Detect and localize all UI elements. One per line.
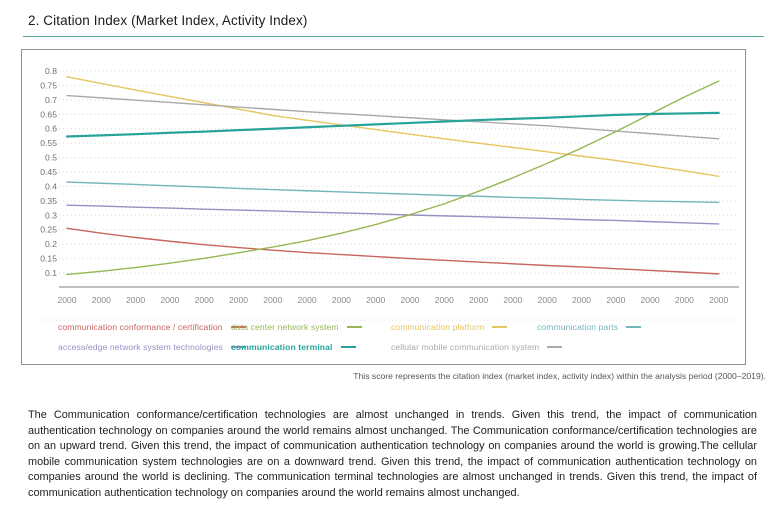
y-tick-label: 0.6 — [45, 123, 57, 134]
legend-item-communication-parts[interactable] — [537, 322, 641, 332]
legend-label: communication conformance / certification — [58, 322, 223, 332]
y-tick-label: 0.75 — [40, 80, 57, 91]
legend-label: communication platform — [391, 322, 485, 332]
y-tick-label: 0.4 — [45, 181, 57, 192]
x-tick-label: 2000 — [709, 295, 729, 305]
legend-label: data center network system — [231, 322, 339, 332]
y-tick-label: 0.8 — [45, 66, 57, 76]
x-tick-label: 2000 — [91, 295, 111, 305]
legend-line-swatch — [492, 326, 507, 328]
y-tick-label: 0.45 — [40, 167, 57, 177]
y-tick-label: 0.2 — [45, 239, 57, 250]
series-line-data-center-network-system — [67, 81, 719, 274]
y-tick-label: 0.25 — [40, 224, 57, 235]
x-tick-label: 2000 — [434, 295, 454, 305]
y-tick-label: 0.5 — [45, 152, 57, 163]
x-tick-label: 2000 — [674, 295, 694, 305]
legend-label: access/edge network system technologies — [58, 342, 223, 352]
series-line-communication-conformance-certification — [67, 228, 719, 274]
citation-index-chart — [21, 49, 746, 365]
chart-caption: This score represents the citation index (market index, activity index) within the analysis period (2000–2019). — [353, 371, 766, 381]
y-tick-label: 0.55 — [40, 138, 57, 149]
section-header — [23, 13, 764, 37]
legend-line-swatch — [547, 346, 562, 348]
series-line-communication-parts — [67, 182, 719, 202]
y-tick-label: 0.3 — [45, 210, 57, 221]
legend-item-data-center-network-system[interactable] — [231, 322, 362, 332]
x-tick-label: 2000 — [126, 295, 146, 305]
x-tick-label: 2000 — [503, 295, 523, 305]
x-tick-label: 2000 — [160, 295, 180, 305]
legend-line-swatch — [347, 326, 362, 328]
legend-item-access-edge-network-system-technologies[interactable] — [58, 342, 246, 352]
line-chart-plot — [22, 50, 744, 322]
x-tick-label: 2000 — [469, 295, 489, 305]
y-tick-label: 0.65 — [40, 109, 57, 120]
x-tick-label: 2000 — [606, 295, 626, 305]
x-tick-label: 2000 — [228, 295, 249, 305]
x-tick-label: 2000 — [366, 295, 386, 305]
x-tick-label: 2000 — [400, 295, 420, 305]
page-title: 2. Citation Index (Market Index, Activity Index) — [28, 13, 308, 28]
legend-item-communication-terminal[interactable] — [231, 342, 356, 352]
x-tick-label: 2000 — [331, 295, 351, 305]
y-tick-label: 0.35 — [40, 195, 57, 206]
legend-line-swatch — [626, 326, 641, 328]
legend-line-swatch — [341, 346, 356, 348]
legend-item-communication-conformance-certification[interactable] — [58, 322, 246, 332]
series-line-communication-platform — [67, 77, 719, 177]
x-tick-label: 2000 — [263, 295, 283, 305]
x-tick-label: 2000 — [640, 295, 660, 305]
x-tick-label: 2000 — [297, 295, 317, 305]
x-tick-label: 2000 — [537, 295, 557, 305]
y-tick-label: 0.1 — [45, 268, 57, 278]
series-line-access-edge-network-system-technologies — [67, 205, 719, 224]
legend-label: communication parts — [537, 322, 619, 332]
y-tick-label: 0.7 — [45, 94, 57, 105]
analysis-paragraph: The Communication conformance/certification technologies are almost unchanged in trends. Given this trend, the impact of communication authentication technology on companies around the world remains almost unchanged. The Communication conformance/certification technologies are on an upward trend. Given this trend, the impact of communication authentication technology on companies around the world is growing.The cellular mobile communication system technologies are on a downward trend. Given this trend, the impact of communication authentication technology on companies around the world is declining. The communication terminal technologies are almost unchanged in trends. Given this trend, the impact of communication authentication technology on companies around the world remains almost unchanged. — [28, 409, 757, 499]
legend-item-cellular-mobile-communication-system[interactable] — [391, 342, 562, 352]
x-tick-label: 2000 — [571, 295, 592, 305]
legend-label: communication terminal — [231, 342, 333, 352]
x-tick-label: 2000 — [194, 295, 214, 305]
y-tick-label: 0.15 — [40, 253, 57, 264]
x-tick-label: 2000 — [57, 295, 77, 305]
legend-label: cellular mobile communication system — [391, 342, 540, 352]
legend-item-communication-platform[interactable] — [391, 322, 507, 332]
